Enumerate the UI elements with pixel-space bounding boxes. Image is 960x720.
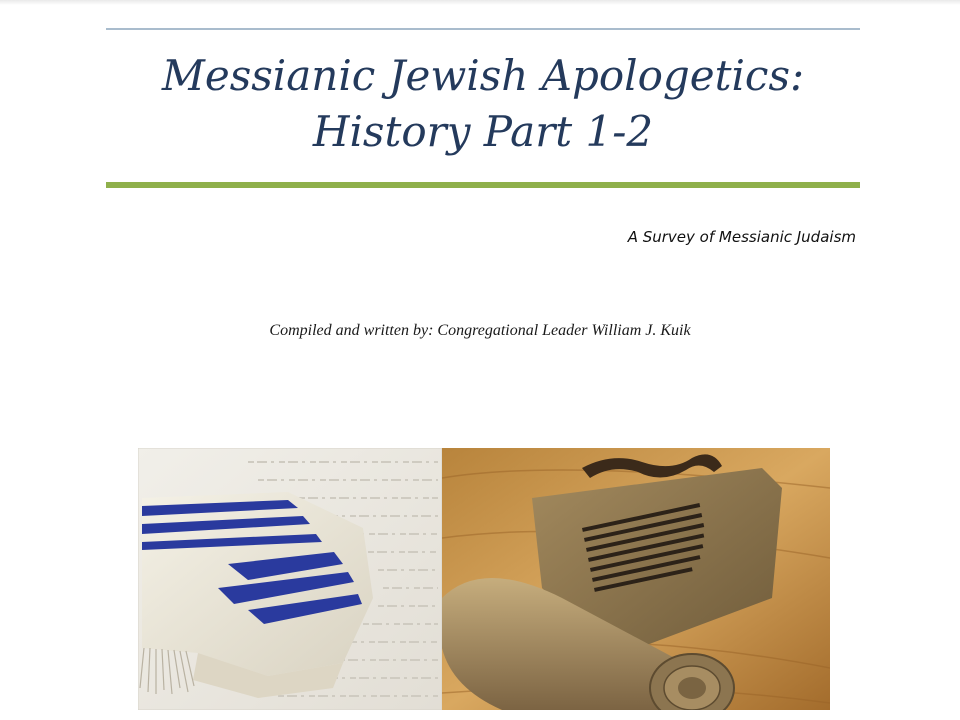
document-subtitle: A Survey of Messianic Judaism (627, 228, 856, 246)
torah-scroll-image (442, 448, 830, 710)
author-credit: Compiled and written by: Congregational Leader William J. Kuik (269, 322, 691, 339)
title-line-2: History Part 1-2 (312, 107, 654, 156)
document-title (106, 48, 860, 160)
accent-rule (106, 182, 860, 188)
top-rule (106, 28, 860, 30)
page-top-shadow (0, 0, 960, 5)
tallit-image (138, 448, 442, 710)
title-line-1: Messianic Jewish Apologetics: (161, 51, 805, 100)
cover-images (138, 448, 830, 710)
